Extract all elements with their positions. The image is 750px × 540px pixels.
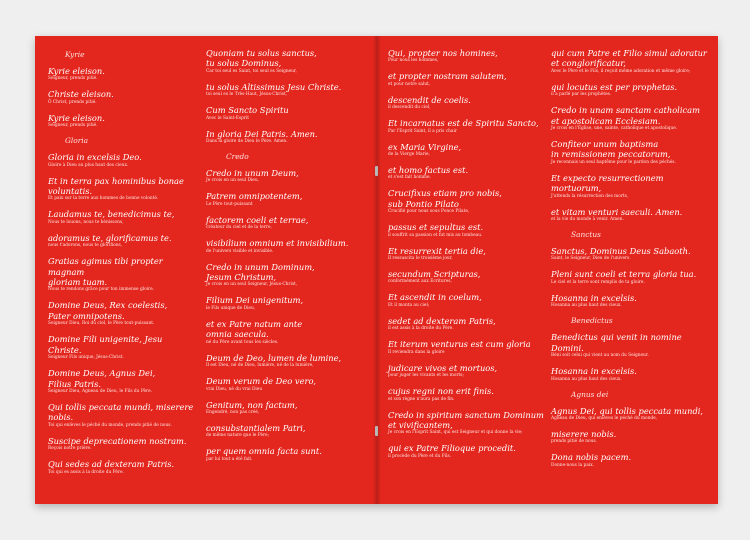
french-translation: nous t'adorons, nous te glorifions, [48,243,123,249]
latin-text: Domine Deus, Rex coelestis, Pater omnipotens. [48,300,168,321]
verse [48,233,198,249]
latin-text: et vitam venturi saeculi. Amen. [551,206,683,217]
latin-text: Credo in unum Dominum, Jesum Christum, [206,261,315,283]
latin-text: cujus regni non erit finis. [388,386,494,397]
french-translation: Car toi seul es Saint, toi seul es Seigneur, [206,68,297,74]
verse [48,402,198,429]
verse [388,222,548,238]
latin-text: visibilium omnium et invisibilium. [206,238,349,249]
verse [388,410,548,437]
verse [388,95,548,111]
french-translation: Je crois en l'Esprit Saint, qui est Seigneur et qui donne la vie; [388,430,523,436]
french-translation: vrai Dieu, né du vrai Dieu [206,386,263,392]
verse [48,152,198,168]
staple-top [375,166,378,176]
latin-text: et homo factus est. [388,165,469,176]
french-translation: Le Père tout-puissant [206,201,253,207]
french-translation: Béni soit celui qui vient au nom du Seigneur. [551,353,649,359]
verse [48,176,198,203]
verse [551,366,711,382]
latin-text: Qui tollis peccata mundi, miserere nobis. [48,401,194,423]
verse [206,319,368,346]
latin-text: Hosanna in excelsis. [551,366,637,377]
latin-text: Cum Sancto Spiritu [206,105,289,116]
verse [206,262,368,289]
latin-text: factorem coeli et terrae, [206,214,309,225]
latin-text: Qui sedes ad dexteram Patris. [48,459,175,470]
latin-text: Christe eleison. [48,89,114,100]
latin-text: et propter nostram salutem, [388,71,507,82]
latin-text: qui locutus est per prophetas. [551,81,678,92]
french-translation: il a parlé par les prophètes. [551,92,612,98]
french-translation: Il reviendra dans la gloire [388,349,445,355]
section-heading: Credo [226,152,249,162]
french-translation: Par l'Esprit Saint, il a pris chair [388,128,457,134]
verse [206,400,368,416]
french-translation: il descendit du ciel, [388,105,431,111]
french-translation: Engendré, non pas créé, [206,409,260,415]
french-translation: Je crois en un seul Seigneur, Jésus-Christ, [206,282,298,288]
french-translation: Hosanna au plus haut des cieux. [551,303,622,309]
latin-text: miserere nobis. [551,428,617,439]
french-translation: J'attends la résurrection des morts, [551,193,629,199]
verse [206,238,368,254]
french-translation: Hosanna au plus haut des cieux. [551,376,622,382]
french-translation: Donne-nous la paix. [551,462,595,468]
verse [388,165,548,181]
french-translation: né du Père avant tous les siècles. [206,339,279,345]
verse [388,316,548,332]
french-translation: et son règne n'aura pas de fin. [388,396,455,402]
french-translation: conformément aux Écritures, [388,279,452,285]
french-translation: Dans la gloire de Dieu le Père. Amen. [206,139,288,145]
french-translation: Le ciel et la terre sont remplis de ta gloire. [551,279,645,285]
right-page-column-2 [551,48,711,476]
french-translation: de la Vierge Marie, [388,152,430,158]
section-heading: Gloria [65,136,89,146]
french-translation: Toi qui enlèves le péché du monde, prends pitié de nous. [48,422,172,428]
section-heading: Kyrie [65,50,85,59]
left-page-column-2 [206,48,368,470]
french-translation: Et il monta au ciel; [388,302,430,308]
verse [48,256,198,293]
french-translation: et la vie du monde à venir. Amen. [551,217,624,223]
latin-text: descendit de coelis. [388,94,471,105]
verse [206,353,368,369]
latin-text: consubstantialem Patri, [206,422,306,433]
latin-text: Et in terra pax hominibus bonae voluntatis. [48,175,184,197]
french-translation: Ô Christ, prends pitié. [48,99,97,105]
latin-text: Domine Deus, Agnus Dei, Filius Patris. [48,368,156,389]
verse [206,48,368,75]
verse [48,113,198,129]
verse [48,300,198,327]
latin-text: Sanctus, Dominus Deus Sabaoth. [551,246,691,257]
latin-text: Laudamus te, benedicimus te, [48,209,175,220]
verse [206,423,368,439]
verse [388,118,548,134]
verse [551,82,711,98]
verse [48,66,198,82]
french-translation: Seigneur Fils unique, Jésus-Christ. [48,355,124,361]
latin-text: Agnus Dei, qui tollis peccata mundi, [551,405,704,416]
verse [388,48,548,64]
verse [206,191,368,207]
section-heading: Sanctus [571,230,601,240]
verse [48,89,198,105]
french-translation: Je reconnais un seul baptême pour le pardon des péchés. [551,159,676,165]
latin-text: passus et sepultus est. [388,222,484,233]
verse [388,292,548,308]
booklet-spread [35,36,718,504]
section-heading: Agnus dei [571,389,609,399]
verse [388,246,548,262]
verse [388,339,548,355]
french-translation: Pour nous les hommes, [388,58,439,64]
french-translation: Saint, le Seigneur, Dieu de l'univers. [551,256,631,262]
verse [551,293,711,309]
french-translation: Il est Dieu, né de Dieu, lumière, né de la lumière, [206,363,314,369]
verse [388,142,548,158]
french-translation: Je crois en un seul Dieu, [206,178,259,184]
verse [48,209,198,225]
latin-text: Credo in unam sanctam catholicam et apostolicam Ecclesiam. [551,105,700,126]
french-translation: Reçois notre prière. [48,446,92,452]
verse [551,173,711,200]
french-translation: Avec le Saint-Esprit [206,115,250,121]
latin-text: Credo in spiritum sanctum Dominum et vivificantem, [388,409,544,430]
french-translation: de l'univers visible et invisible. [206,248,274,254]
verse [206,82,368,98]
french-translation: prends pitié de nous. [551,439,597,445]
french-translation: Seigneur Dieu, Roi du ciel, le Père tout-puissant. [48,321,155,327]
latin-text: Crucifixus etiam pro nobis, sub Pontio Pilato [388,188,502,209]
verse [551,207,711,223]
latin-text: Confiteor unum baptisma in remissionem peccatorum, [551,139,671,160]
latin-text: Patrem omnipotentem, [206,191,303,202]
latin-text: sedet ad dexteram Patris, [388,315,496,326]
staple-bottom [375,426,378,436]
french-translation: Toi qui es assis à la droite du Père. [48,469,124,475]
latin-text: Gloria in excelsis Deo. [48,152,142,163]
latin-text: qui cum Patre et Filio simul adoratur et conglorificatur, [551,48,707,69]
french-translation: le Fils unique de Dieu, [206,305,256,311]
latin-text: Deum verum de Deo vero, [206,376,317,387]
verse [388,188,548,215]
verse [388,269,548,285]
french-translation: et s'est fait homme. [388,175,431,181]
latin-text: Kyrie eleison. [48,112,105,123]
latin-text: Et ascendit in coelum, [388,292,482,303]
latin-text: Hosanna in excelsis. [551,292,637,303]
french-translation: Avec le Père et le Fils, il reçoit même adoration et même gloire; [551,68,691,74]
verse [551,246,711,262]
latin-text: tu solus Altissimus Jesu Christe. [206,81,342,92]
latin-text: secundum Scripturas, [388,269,481,280]
verse [388,443,548,459]
verse [206,376,368,392]
latin-text: Filium Dei unigenitum, [206,295,304,306]
right-page-column-1 [388,48,548,467]
latin-text: Et iterum venturus est cum gloria [388,339,531,350]
latin-text: In gloria Dei Patris. Amen. [206,128,318,139]
verse [551,452,711,468]
latin-text: Et incarnatus est de Spiritu Sancto, [388,118,539,129]
verse [551,332,711,359]
french-translation: Il ressuscita le troisième jour, [388,256,453,262]
verse [48,368,198,395]
latin-text: Domine Fili unigenite, Jesu Christe. [48,334,163,355]
verse [206,105,368,121]
french-translation: par lui tout a été fait. [206,456,253,462]
left-page-column-1 [48,48,198,483]
french-translation: Crucifié pour nous sous Ponce Pilate, [388,209,470,215]
verse [206,295,368,311]
verse [48,334,198,361]
verse [388,71,548,87]
latin-text: Suscipe deprecationem nostram. [48,435,187,446]
latin-text: Deum de Deo, lumen de lumine, [206,352,342,363]
verse [551,429,711,445]
verse [388,363,548,379]
french-translation: il procède du Père et du Fils. [388,453,452,459]
latin-text: Credo in unum Deum, [206,168,299,179]
french-translation: Gloire à Dieu au plus haut des cieux. [48,162,129,168]
latin-text: judicare vivos et mortuos, [388,362,498,373]
verse [551,139,711,166]
french-translation: toi seul es le Très-Haut, Jésus-Christ, [206,92,288,98]
latin-text: per quem omnia facta sunt. [206,446,322,457]
latin-text: qui ex Patre Filioque procedit. [388,443,516,454]
french-translation: créateur du ciel et de la terre, [206,225,272,231]
french-translation: Et paix sur la terre aux hommes de bonne volonté. [48,196,159,202]
verse [48,436,198,452]
french-translation: Seigneur, prends pitié. [48,76,98,82]
latin-text: Gratias agimus tibi propter magnam gloriam tuam. [48,256,163,288]
verse [551,48,711,75]
latin-text: et ex Patre natum ante omnia saecula. [206,318,303,340]
french-translation: il est assis à la droite du Père. [388,326,454,332]
latin-text: Quoniam tu solus sanctus, tu solus Dominus, [206,48,317,69]
verse [48,459,198,475]
french-translation: Seigneur Dieu, Agneau de Dieu, le Fils du Père. [48,388,153,394]
verse [206,168,368,184]
latin-text: Kyrie eleison. [48,66,105,76]
french-translation: il souffrit sa passion et fut mis au tombeau. [388,232,483,238]
verse [388,386,548,402]
french-translation: Agneau de Dieu, qui enlèves le péché du monde, [551,415,658,421]
french-translation: Je crois en l'Église, une, sainte, catholique et apostolique. [551,126,678,132]
verse [551,269,711,285]
latin-text: Pleni sunt coeli et terra gloria tua. [551,269,697,280]
french-translation: et pour notre salut, [388,81,431,87]
french-translation: Nous te louons, nous te bénissons, [48,219,124,225]
latin-text: Dona nobis pacem. [551,452,632,463]
latin-text: adoramus te, glorificamus te. [48,232,172,243]
verse [206,446,368,462]
french-translation: pour juger les vivants et les morts; [388,373,464,379]
latin-text: Et resurrexit tertia die, [388,245,486,256]
section-heading: Benedictus [571,316,613,326]
verse [551,105,711,132]
french-translation: Nous te rendons grâce pour ton immense gloire. [48,287,155,293]
latin-text: Qui, propter nos homines, [388,48,498,58]
french-translation: Seigneur, prends pitié. [48,123,98,129]
latin-text: ex Maria Virgine, [388,141,462,152]
verse [551,406,711,422]
french-translation: de même nature que le Père; [206,433,270,439]
latin-text: Genitum, non factum, [206,399,298,410]
latin-text: Benedictus qui venit in nomine Domini. [551,332,682,353]
verse [206,215,368,231]
latin-text: Et expecto resurrectionem mortuorum, [551,172,664,194]
verse [206,129,368,145]
